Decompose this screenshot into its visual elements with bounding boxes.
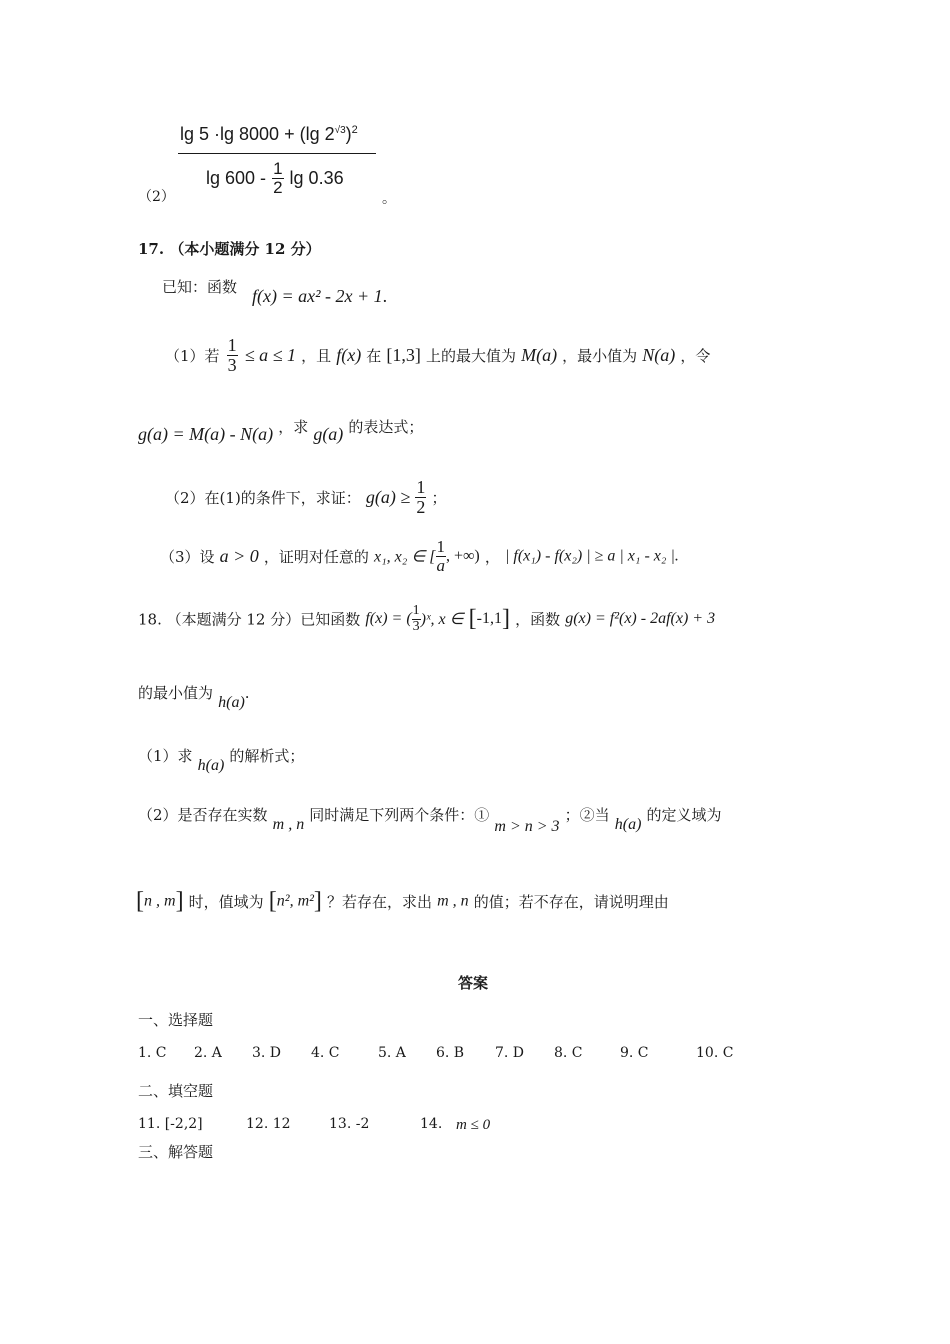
choice-10: 10. C bbox=[696, 1045, 734, 1061]
p16-numerator-text: lg 5 ·lg 8000 + (lg 2 bbox=[180, 124, 335, 144]
q18-part1 bbox=[138, 745, 305, 774]
q17-p1-text7: 的表达式； bbox=[348, 418, 424, 436]
q18-line1 bbox=[138, 604, 715, 634]
q18-int2-right-bracket: ] bbox=[313, 888, 322, 914]
q17-p1-text4: ，最小值为 bbox=[562, 346, 638, 365]
fill-14: 14. bbox=[420, 1116, 443, 1132]
q17-function-expr: f(x) = ax² - 2x + 1 bbox=[252, 286, 383, 306]
q18-p2-ha: h(a) bbox=[614, 816, 642, 833]
p16-half-num: 1 bbox=[273, 159, 283, 178]
q18-p2-text2: ；②当 bbox=[564, 806, 610, 824]
p16-square: 2 bbox=[351, 124, 358, 136]
p16-half-den: 2 bbox=[273, 177, 283, 197]
choice-5: 5. A bbox=[378, 1045, 406, 1061]
answers-section3: 三、解答题 bbox=[138, 1143, 214, 1161]
q17-p1-ga: g(a) bbox=[313, 424, 344, 444]
q18-p1-label: （1）求 bbox=[138, 747, 193, 765]
q18-line2-end: . bbox=[244, 684, 250, 702]
q18-dom-left-bracket: [ bbox=[468, 605, 477, 632]
q18-p2-text5: ？若存在，求出 bbox=[327, 893, 433, 911]
choice-3: 3. D bbox=[252, 1045, 282, 1061]
q18-p1-ha: h(a) bbox=[197, 757, 225, 774]
p16-den-b: lg 0.36 bbox=[289, 167, 344, 188]
q17-p3-text2: ， bbox=[484, 547, 500, 566]
p16-numerator bbox=[180, 124, 358, 145]
q18-p1-end: 的解析式； bbox=[229, 747, 305, 765]
q18-fx-tail: )ˣ, x ∈ bbox=[420, 611, 464, 629]
q18-part2-line2 bbox=[136, 888, 669, 915]
q17-p1-text1: ，且 bbox=[301, 346, 332, 365]
q18-p2-label: （2）是否存在实数 bbox=[138, 806, 268, 824]
choice-9: 9. C bbox=[620, 1045, 649, 1061]
q17-part1-line2 bbox=[138, 416, 424, 444]
q18-p2-cond: m > n > 3 bbox=[494, 818, 560, 835]
q18-p2-text6: 的值；若不存在，请说明理由 bbox=[473, 893, 669, 911]
q17-heading: 17. （本小题满分 12 分） bbox=[138, 240, 321, 258]
q17-p3-frac-den: a bbox=[436, 555, 445, 575]
q18-int1-left-bracket: [ bbox=[136, 888, 144, 914]
q17-p1-fraction bbox=[227, 336, 238, 375]
q18-fraction bbox=[412, 604, 421, 634]
q17-p2-label: （2）在(1)的条件下，求证： bbox=[165, 488, 361, 507]
q17-p1-frac-num: 1 bbox=[227, 335, 237, 355]
q18-text1: ，函数 bbox=[515, 610, 561, 629]
q17-p1-Ma: M(a) bbox=[521, 344, 558, 365]
q17-p1-fx: f(x) bbox=[336, 344, 362, 365]
answers-section2: 二、填空题 bbox=[138, 1082, 214, 1100]
p16-half-fraction bbox=[272, 160, 283, 197]
q18-p2-mn2: m , n bbox=[437, 892, 469, 910]
p16-end-mark: 。 bbox=[382, 191, 396, 207]
fill-12: 12. 12 bbox=[246, 1116, 291, 1132]
p16-sqrt-exponent: √3 bbox=[334, 125, 346, 136]
p16-denominator bbox=[206, 160, 344, 197]
q17-p1-label: （1）若 bbox=[165, 346, 220, 365]
q18-p2-text3: 的定义域为 bbox=[646, 806, 722, 824]
q18-p2-int1: n , m bbox=[144, 892, 176, 910]
choice-4: 4. C bbox=[311, 1045, 340, 1061]
q17-function-dot: . bbox=[382, 286, 388, 306]
p16-numerator-tail: ) bbox=[345, 124, 352, 144]
q17-p2-ga: g(a) ≥ bbox=[365, 486, 411, 507]
p16-label: （2） bbox=[138, 189, 175, 205]
q17-p1-Na: N(a) bbox=[642, 344, 676, 365]
q17-given: 已知：函数 bbox=[162, 278, 238, 296]
q18-int1-right-bracket: ] bbox=[175, 888, 184, 914]
q18-part2 bbox=[138, 804, 722, 835]
q18-ha: h(a) bbox=[218, 694, 245, 711]
q17-p1-frac-den: 3 bbox=[227, 354, 237, 375]
q17-p1-text2: 在 bbox=[366, 346, 382, 365]
choice-8: 8. C bbox=[554, 1045, 583, 1061]
q18-frac-num: 1 bbox=[412, 603, 420, 618]
q17-p3-vars: x₁, x₂ ∈ [ bbox=[374, 548, 436, 566]
choice-2: 2. A bbox=[194, 1045, 222, 1061]
q18-frac-den: 3 bbox=[412, 618, 420, 634]
q17-part1 bbox=[165, 336, 710, 380]
q18-p2-text4: 时，值域为 bbox=[188, 893, 264, 911]
answers-section1: 一、选择题 bbox=[138, 1011, 214, 1029]
q17-p2-frac-num: 1 bbox=[416, 477, 426, 497]
fill-14-answer: m ≤ 0 bbox=[456, 1117, 491, 1133]
q17-part2 bbox=[165, 478, 446, 517]
q17-p2-frac-den: 2 bbox=[416, 496, 426, 517]
fill-13: 13. -2 bbox=[329, 1116, 370, 1132]
q17-function bbox=[252, 286, 387, 307]
q17-p1-text6: ，求 bbox=[278, 418, 309, 436]
q18-p2-int2: n², m² bbox=[276, 892, 314, 910]
q17-p3-text1: ，证明对任意的 bbox=[263, 547, 369, 566]
q17-part3 bbox=[160, 538, 679, 575]
p16-den-a: lg 600 - bbox=[206, 167, 267, 188]
q18-fx: f(x) = ( bbox=[365, 610, 412, 628]
q17-p1-ineq: ≤ a ≤ 1 bbox=[244, 344, 296, 365]
q18-p2-text1: 同时满足下列两个条件：① bbox=[309, 806, 490, 824]
fill-11: 11. [-2,2] bbox=[138, 1116, 203, 1132]
q18-dom-right-bracket: ] bbox=[501, 605, 510, 632]
q17-p1-g-def: g(a) = M(a) - N(a) bbox=[138, 424, 274, 444]
q17-p3-ineq: | f(x₁) - f(x₂) | ≥ a | x₁ - x₂ |. bbox=[504, 547, 679, 565]
answers-title: 答案 bbox=[458, 974, 489, 992]
q17-p3-frac-num: 1 bbox=[436, 537, 445, 556]
q18-int2-left-bracket: [ bbox=[268, 888, 277, 914]
choice-7: 7. D bbox=[495, 1045, 525, 1061]
choice-1: 1. C bbox=[138, 1045, 167, 1061]
q18-gx: g(x) = f²(x) - 2af(x) + 3 bbox=[565, 610, 716, 628]
q17-p3-label: （3）设 bbox=[160, 547, 215, 566]
q18-line2-text: 的最小值为 bbox=[138, 684, 214, 702]
q17-p1-text3: 上的最大值为 bbox=[425, 346, 516, 365]
q17-p1-interval: [1,3] bbox=[386, 344, 421, 365]
p16-fraction-bar bbox=[178, 153, 376, 154]
q18-p2-mn: m , n bbox=[272, 816, 305, 833]
q17-p2-fraction bbox=[415, 478, 426, 517]
q18-line2 bbox=[138, 682, 250, 711]
q17-p1-text5: ，令 bbox=[680, 346, 711, 365]
q18-domain: -1,1 bbox=[476, 610, 502, 628]
q17-p3-inf: , +∞) bbox=[446, 547, 480, 565]
q17-p3-fraction bbox=[436, 538, 447, 575]
q17-p3-cond: a > 0 bbox=[219, 545, 259, 566]
q17-p2-end: ； bbox=[431, 488, 447, 507]
q18-heading: 18. （本题满分 12 分）已知函数 bbox=[138, 610, 361, 629]
choice-6: 6. B bbox=[436, 1045, 465, 1061]
